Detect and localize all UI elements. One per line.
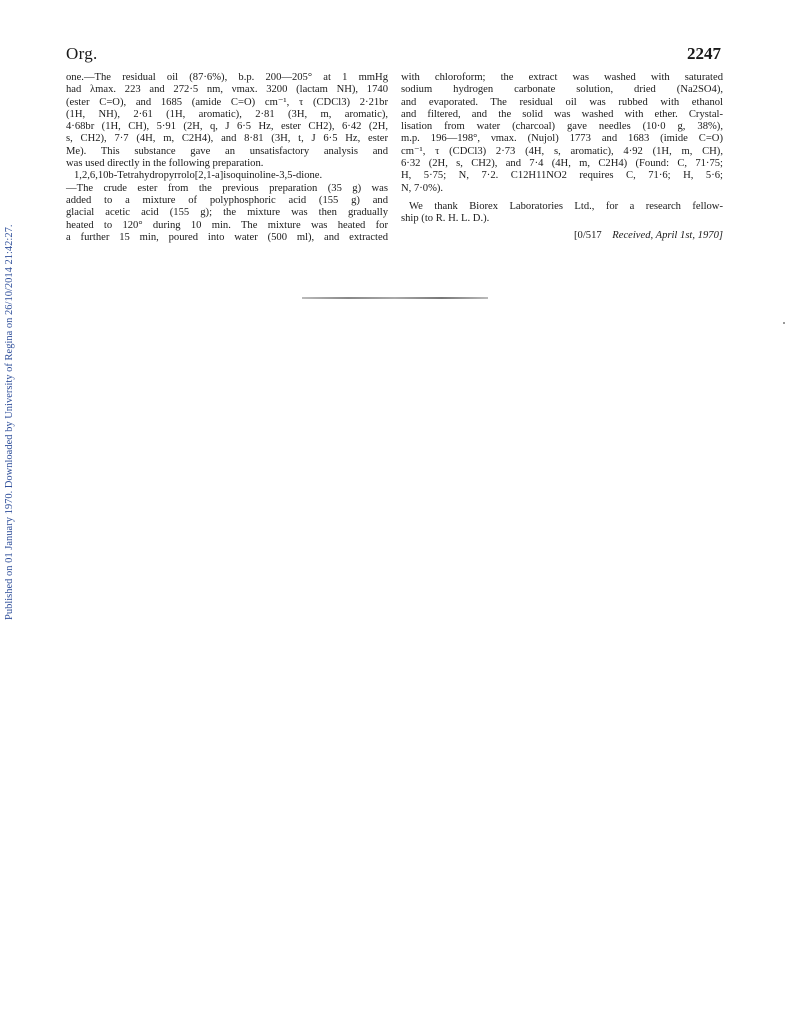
ack-line: We thank Biorex Laboratories Ltd., for a research fellow- (409, 200, 723, 212)
manuscript-ref: [0/517 (574, 229, 602, 241)
compound-heading: 1,2,6,10b-Tetrahydropyrrolo[2,1-a]isoquinoline-3,5-dione. (74, 170, 323, 182)
body-line: lisation from water (charcoal) gave needles (10·0 g, 38%), (401, 121, 723, 133)
received-date (401, 230, 723, 242)
body-line: was used directly in the following preparation. (66, 158, 264, 170)
body-line: had λmax. 223 and 272·5 nm, νmax. 3200 (lactam NH), 1740 (66, 84, 388, 96)
body-line: 6·32 (2H, s, CH2), and 7·4 (4H, m, C2H4) (Found: C, 71·75; (401, 158, 723, 170)
body-line: (ester C=O), and 1685 (amide C=O) cm⁻¹, τ (CDCl3) 2·21br (66, 96, 388, 108)
ack-line: ship (to R. H. L. D.). (401, 213, 490, 225)
body-line: added to a mixture of polyphosphoric acid (155 g) and (66, 194, 388, 206)
body-line: one.—The residual oil (87·6%), b.p. 200—205° at 1 mmHg (66, 72, 388, 83)
left-text-column (66, 72, 388, 244)
body-line: cm⁻¹, τ (CDCl3) 2·73 (4H, s, aromatic), 4·92 (1H, m, CH), (401, 145, 723, 157)
body-line: 4·68br (1H, CH), 5·91 (2H, q, J 6·5 Hz, ester CH2), 6·42 (2H, (66, 121, 388, 133)
right-text-column (401, 72, 723, 242)
received-text: Received, April 1st, 1970] (612, 229, 723, 241)
body-line: and evaporated. The residual oil was rubbed with ethanol (401, 96, 723, 108)
end-of-article-rule (302, 297, 488, 299)
body-line: heated to 120° during 10 min. The mixture was heated for (66, 219, 388, 231)
page-number: 2247 (687, 44, 721, 63)
body-line: s, CH2), 7·7 (4H, m, C2H4), and 8·81 (3H, t, J 6·5 Hz, ester (66, 133, 388, 145)
body-line: m.p. 196—198°, νmax. (Nujol) 1773 and 1683 (imide C=O) (401, 133, 723, 145)
body-line: glacial acetic acid (155 g); the mixture was then gradually (66, 207, 388, 219)
body-line: —The crude ester from the previous preparation (35 g) was (66, 182, 388, 194)
body-line: N, 7·0%). (401, 182, 444, 194)
margin-mark (783, 322, 785, 324)
publication-sidebar-link[interactable]: Published on 01 January 1970. Downloaded by University of Regina on 26/10/2014 21:42:27. (4, 224, 15, 620)
body-line: with chloroform; the extract was washed with saturated (401, 72, 723, 83)
body-line: H, 5·75; N, 7·2. C12H11NO2 requires C, 71·6; H, 5·6; (401, 170, 723, 182)
body-line: and filtered, and the solid was washed with ether. Crystal- (401, 108, 723, 120)
acknowledgement (401, 201, 723, 226)
body-line: (1H, NH), 2·61 (1H, aromatic), 2·81 (3H, m, aromatic), (66, 108, 388, 120)
body-line: a further 15 min, poured into water (500 ml), and extracted (66, 231, 388, 243)
journal-section-label: Org. (66, 44, 98, 63)
body-line: sodium hydrogen carbonate solution, dried (Na2SO4), (401, 84, 723, 96)
body-line: Me). This substance gave an unsatisfactory analysis and (66, 145, 388, 157)
